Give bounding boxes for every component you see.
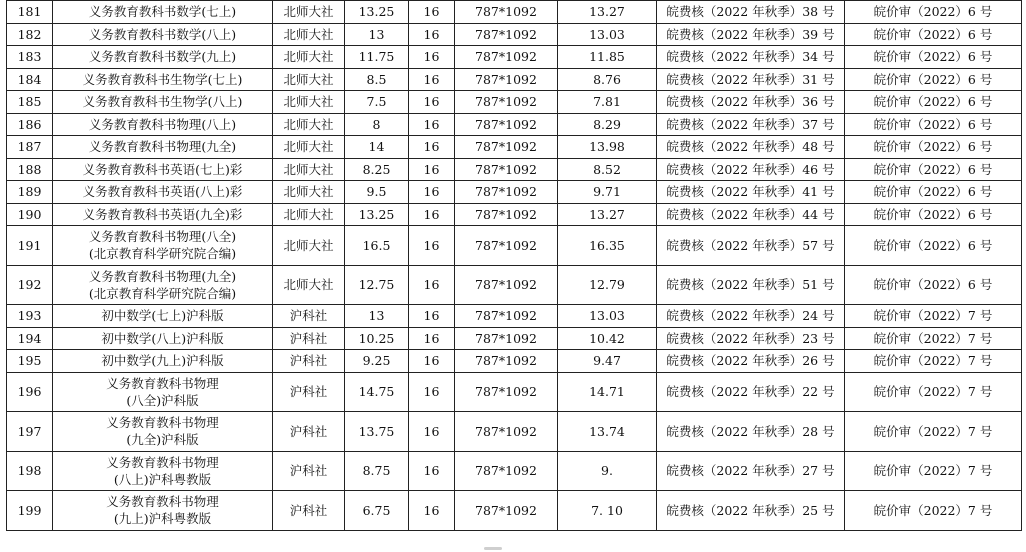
- table-row: [7, 412, 1022, 452]
- cell-number: 190: [7, 203, 53, 226]
- cell-price-approval-no: 皖价审（2022）6 号: [845, 1, 1022, 24]
- cell-price: 9.71: [558, 181, 657, 204]
- cell-format: 16: [409, 412, 455, 452]
- table-row: [7, 113, 1022, 136]
- table-row: [7, 203, 1022, 226]
- cell-book-title: [53, 327, 273, 350]
- cell-price: 13.98: [558, 136, 657, 159]
- cell-price: 12.79: [558, 265, 657, 305]
- book-title-line: (北京教育科学研究院合编): [88, 246, 237, 262]
- cell-paper-size: 787*1092: [455, 372, 558, 412]
- cell-price: 9.: [558, 451, 657, 491]
- cell-paper-size: 787*1092: [455, 113, 558, 136]
- book-title-line: 义务教育教科书数学(七上): [88, 4, 237, 20]
- cell-format: 16: [409, 46, 455, 69]
- cell-fee-approval-no: 皖费核（2022 年秋季）24 号: [657, 305, 845, 328]
- cell-printed-sheets: 6.75: [345, 491, 409, 531]
- cell-price-approval-no: 皖价审（2022）6 号: [845, 23, 1022, 46]
- cell-number: 191: [7, 226, 53, 266]
- cell-book-title: [53, 46, 273, 69]
- cell-price-approval-no: 皖价审（2022）7 号: [845, 451, 1022, 491]
- book-title-line: 义务教育教科书数学(八上): [88, 26, 237, 42]
- cell-printed-sheets: 7.5: [345, 91, 409, 114]
- cell-fee-approval-no: 皖费核（2022 年秋季）27 号: [657, 451, 845, 491]
- cell-price-approval-no: 皖价审（2022）7 号: [845, 305, 1022, 328]
- book-title-line: 义务教育教科书英语(八上)彩: [82, 184, 243, 200]
- cell-price-approval-no: 皖价审（2022）6 号: [845, 158, 1022, 181]
- cell-number: 181: [7, 1, 53, 24]
- cell-paper-size: 787*1092: [455, 451, 558, 491]
- cell-price: 8.29: [558, 113, 657, 136]
- cell-publisher: 北师大社: [273, 136, 345, 159]
- cell-book-title: [53, 451, 273, 491]
- cell-printed-sheets: 12.75: [345, 265, 409, 305]
- table-row: [7, 226, 1022, 266]
- cell-format: 16: [409, 265, 455, 305]
- cell-fee-approval-no: 皖费核（2022 年秋季）57 号: [657, 226, 845, 266]
- cell-fee-approval-no: 皖费核（2022 年秋季）23 号: [657, 327, 845, 350]
- table-row: [7, 305, 1022, 328]
- cell-book-title: [53, 158, 273, 181]
- cell-price: 14.71: [558, 372, 657, 412]
- cell-price: 8.52: [558, 158, 657, 181]
- cell-publisher: 北师大社: [273, 91, 345, 114]
- cell-paper-size: 787*1092: [455, 136, 558, 159]
- cell-paper-size: 787*1092: [455, 412, 558, 452]
- book-title-line: 义务教育教科书英语(七上)彩: [82, 161, 243, 177]
- cell-publisher: 北师大社: [273, 158, 345, 181]
- cell-paper-size: 787*1092: [455, 46, 558, 69]
- cell-price-approval-no: 皖价审（2022）6 号: [845, 181, 1022, 204]
- cell-fee-approval-no: 皖费核（2022 年秋季）51 号: [657, 265, 845, 305]
- cell-fee-approval-no: 皖费核（2022 年秋季）39 号: [657, 23, 845, 46]
- cell-printed-sheets: 16.5: [345, 226, 409, 266]
- cell-book-title: [53, 265, 273, 305]
- cell-price-approval-no: 皖价审（2022）7 号: [845, 350, 1022, 373]
- cell-format: 16: [409, 91, 455, 114]
- cell-printed-sheets: 13.75: [345, 412, 409, 452]
- cell-fee-approval-no: 皖费核（2022 年秋季）38 号: [657, 1, 845, 24]
- cell-book-title: [53, 412, 273, 452]
- table-row: [7, 136, 1022, 159]
- cell-book-title: [53, 23, 273, 46]
- cell-publisher: 沪科社: [273, 350, 345, 373]
- cell-format: 16: [409, 350, 455, 373]
- cell-fee-approval-no: 皖费核（2022 年秋季）28 号: [657, 412, 845, 452]
- cell-paper-size: 787*1092: [455, 91, 558, 114]
- cell-price-approval-no: 皖价审（2022）6 号: [845, 203, 1022, 226]
- cell-fee-approval-no: 皖费核（2022 年秋季）37 号: [657, 113, 845, 136]
- cell-book-title: [53, 226, 273, 266]
- cell-paper-size: 787*1092: [455, 23, 558, 46]
- table-row: [7, 23, 1022, 46]
- cell-number: 195: [7, 350, 53, 373]
- cell-format: 16: [409, 158, 455, 181]
- cell-price: 9.47: [558, 350, 657, 373]
- book-title-line: 义务教育教科书数学(九上): [88, 49, 237, 65]
- cell-price-approval-no: 皖价审（2022）6 号: [845, 136, 1022, 159]
- cell-number: 188: [7, 158, 53, 181]
- cell-book-title: [53, 1, 273, 24]
- cell-price: 13.03: [558, 305, 657, 328]
- table-row: [7, 91, 1022, 114]
- cell-printed-sheets: 13.25: [345, 1, 409, 24]
- cell-fee-approval-no: 皖费核（2022 年秋季）46 号: [657, 158, 845, 181]
- book-title-line: 义务教育教科书物理(八全): [88, 229, 237, 245]
- cell-book-title: [53, 91, 273, 114]
- cell-number: 187: [7, 136, 53, 159]
- book-title-line: 初中数学(九上)沪科版: [101, 353, 224, 369]
- table-row: [7, 491, 1022, 531]
- book-title-line: 义务教育教科书物理(九全): [88, 268, 237, 284]
- cell-number: 192: [7, 265, 53, 305]
- cell-paper-size: 787*1092: [455, 203, 558, 226]
- cell-fee-approval-no: 皖费核（2022 年秋季）26 号: [657, 350, 845, 373]
- book-title-line: 初中数学(八上)沪科版: [101, 330, 224, 346]
- cell-publisher: 北师大社: [273, 226, 345, 266]
- cell-price: 7. 10: [558, 491, 657, 531]
- cell-publisher: 北师大社: [273, 203, 345, 226]
- cell-format: 16: [409, 68, 455, 91]
- cell-printed-sheets: 14.75: [345, 372, 409, 412]
- cell-printed-sheets: 13.25: [345, 203, 409, 226]
- cell-number: 186: [7, 113, 53, 136]
- cell-printed-sheets: 8: [345, 113, 409, 136]
- table-row: [7, 158, 1022, 181]
- cell-price-approval-no: 皖价审（2022）6 号: [845, 68, 1022, 91]
- cell-format: 16: [409, 305, 455, 328]
- cell-number: 196: [7, 372, 53, 412]
- book-title-line: 义务教育教科书物理: [106, 415, 219, 431]
- cell-book-title: [53, 68, 273, 91]
- cell-price-approval-no: 皖价审（2022）7 号: [845, 327, 1022, 350]
- cell-price: 13.03: [558, 23, 657, 46]
- cell-number: 198: [7, 451, 53, 491]
- book-title-line: (北京教育科学研究院合编): [88, 285, 237, 301]
- cell-publisher: 沪科社: [273, 412, 345, 452]
- cell-number: 193: [7, 305, 53, 328]
- cell-format: 16: [409, 113, 455, 136]
- cell-printed-sheets: 14: [345, 136, 409, 159]
- table-row: [7, 68, 1022, 91]
- cell-publisher: 沪科社: [273, 305, 345, 328]
- cell-price: 7.81: [558, 91, 657, 114]
- cell-publisher: 北师大社: [273, 1, 345, 24]
- cell-paper-size: 787*1092: [455, 491, 558, 531]
- table-row: [7, 265, 1022, 305]
- cell-fee-approval-no: 皖费核（2022 年秋季）44 号: [657, 203, 845, 226]
- cell-book-title: [53, 113, 273, 136]
- cell-publisher: 沪科社: [273, 327, 345, 350]
- table-row: [7, 46, 1022, 69]
- cell-price: 16.35: [558, 226, 657, 266]
- cell-fee-approval-no: 皖费核（2022 年秋季）31 号: [657, 68, 845, 91]
- cell-publisher: 北师大社: [273, 113, 345, 136]
- cell-printed-sheets: 10.25: [345, 327, 409, 350]
- cell-paper-size: 787*1092: [455, 158, 558, 181]
- cell-printed-sheets: 8.25: [345, 158, 409, 181]
- cell-publisher: 北师大社: [273, 181, 345, 204]
- cell-price: 13.74: [558, 412, 657, 452]
- table-row: [7, 350, 1022, 373]
- book-title-line: 义务教育教科书物理(九全): [88, 139, 237, 155]
- cell-paper-size: 787*1092: [455, 226, 558, 266]
- scroll-indicator: [484, 547, 502, 550]
- cell-paper-size: 787*1092: [455, 265, 558, 305]
- book-title-line: (八全)沪科版: [126, 392, 199, 408]
- book-title-line: 义务教育教科书物理: [106, 375, 219, 391]
- table-body: [7, 1, 1022, 531]
- cell-book-title: [53, 372, 273, 412]
- cell-number: 197: [7, 412, 53, 452]
- cell-paper-size: 787*1092: [455, 181, 558, 204]
- cell-fee-approval-no: 皖费核（2022 年秋季）48 号: [657, 136, 845, 159]
- cell-paper-size: 787*1092: [455, 327, 558, 350]
- book-title-line: 义务教育教科书物理: [106, 454, 219, 470]
- table-row: [7, 1, 1022, 24]
- cell-publisher: 北师大社: [273, 265, 345, 305]
- cell-price: 13.27: [558, 1, 657, 24]
- cell-number: 182: [7, 23, 53, 46]
- cell-book-title: [53, 203, 273, 226]
- cell-printed-sheets: 8.75: [345, 451, 409, 491]
- cell-price-approval-no: 皖价审（2022）6 号: [845, 46, 1022, 69]
- cell-printed-sheets: 9.25: [345, 350, 409, 373]
- cell-publisher: 沪科社: [273, 372, 345, 412]
- cell-format: 16: [409, 1, 455, 24]
- price-table-wrapper: [6, 0, 1022, 531]
- cell-format: 16: [409, 203, 455, 226]
- cell-price: 10.42: [558, 327, 657, 350]
- cell-price: 11.85: [558, 46, 657, 69]
- cell-publisher: 北师大社: [273, 68, 345, 91]
- cell-book-title: [53, 305, 273, 328]
- book-title-line: (八上)沪科粤教版: [113, 471, 212, 487]
- cell-format: 16: [409, 372, 455, 412]
- cell-format: 16: [409, 491, 455, 531]
- cell-price-approval-no: 皖价审（2022）7 号: [845, 491, 1022, 531]
- cell-number: 194: [7, 327, 53, 350]
- cell-format: 16: [409, 23, 455, 46]
- book-title-line: 初中数学(七上)沪科版: [101, 308, 224, 324]
- table-row: [7, 181, 1022, 204]
- cell-price-approval-no: 皖价审（2022）7 号: [845, 412, 1022, 452]
- cell-paper-size: 787*1092: [455, 305, 558, 328]
- cell-paper-size: 787*1092: [455, 1, 558, 24]
- cell-printed-sheets: 11.75: [345, 46, 409, 69]
- cell-price-approval-no: 皖价审（2022）6 号: [845, 91, 1022, 114]
- table-row: [7, 327, 1022, 350]
- cell-fee-approval-no: 皖费核（2022 年秋季）41 号: [657, 181, 845, 204]
- cell-format: 16: [409, 327, 455, 350]
- cell-book-title: [53, 350, 273, 373]
- cell-number: 184: [7, 68, 53, 91]
- cell-book-title: [53, 136, 273, 159]
- cell-publisher: 北师大社: [273, 46, 345, 69]
- cell-paper-size: 787*1092: [455, 68, 558, 91]
- cell-format: 16: [409, 451, 455, 491]
- cell-book-title: [53, 491, 273, 531]
- cell-printed-sheets: 13: [345, 305, 409, 328]
- cell-price-approval-no: 皖价审（2022）7 号: [845, 372, 1022, 412]
- cell-fee-approval-no: 皖费核（2022 年秋季）36 号: [657, 91, 845, 114]
- cell-price: 13.27: [558, 203, 657, 226]
- book-title-line: (九上)沪科粤教版: [113, 511, 212, 527]
- cell-number: 189: [7, 181, 53, 204]
- cell-price-approval-no: 皖价审（2022）6 号: [845, 265, 1022, 305]
- cell-printed-sheets: 13: [345, 23, 409, 46]
- cell-format: 16: [409, 226, 455, 266]
- cell-number: 185: [7, 91, 53, 114]
- cell-fee-approval-no: 皖费核（2022 年秋季）25 号: [657, 491, 845, 531]
- book-title-line: 义务教育教科书物理(八上): [88, 116, 237, 132]
- cell-price-approval-no: 皖价审（2022）6 号: [845, 226, 1022, 266]
- cell-printed-sheets: 8.5: [345, 68, 409, 91]
- cell-format: 16: [409, 181, 455, 204]
- cell-price-approval-no: 皖价审（2022）6 号: [845, 113, 1022, 136]
- book-title-line: 义务教育教科书物理: [106, 494, 219, 510]
- cell-fee-approval-no: 皖费核（2022 年秋季）34 号: [657, 46, 845, 69]
- cell-publisher: 北师大社: [273, 23, 345, 46]
- cell-format: 16: [409, 136, 455, 159]
- cell-paper-size: 787*1092: [455, 350, 558, 373]
- cell-printed-sheets: 9.5: [345, 181, 409, 204]
- cell-publisher: 沪科社: [273, 451, 345, 491]
- textbook-price-table: [6, 0, 1022, 531]
- book-title-line: 义务教育教科书生物学(八上): [82, 94, 243, 110]
- cell-fee-approval-no: 皖费核（2022 年秋季）22 号: [657, 372, 845, 412]
- table-row: [7, 372, 1022, 412]
- cell-book-title: [53, 181, 273, 204]
- book-title-line: (九全)沪科版: [126, 432, 199, 448]
- cell-publisher: 沪科社: [273, 491, 345, 531]
- table-row: [7, 451, 1022, 491]
- cell-number: 183: [7, 46, 53, 69]
- book-title-line: 义务教育教科书英语(九全)彩: [82, 206, 243, 222]
- cell-price: 8.76: [558, 68, 657, 91]
- cell-number: 199: [7, 491, 53, 531]
- book-title-line: 义务教育教科书生物学(七上): [82, 71, 243, 87]
